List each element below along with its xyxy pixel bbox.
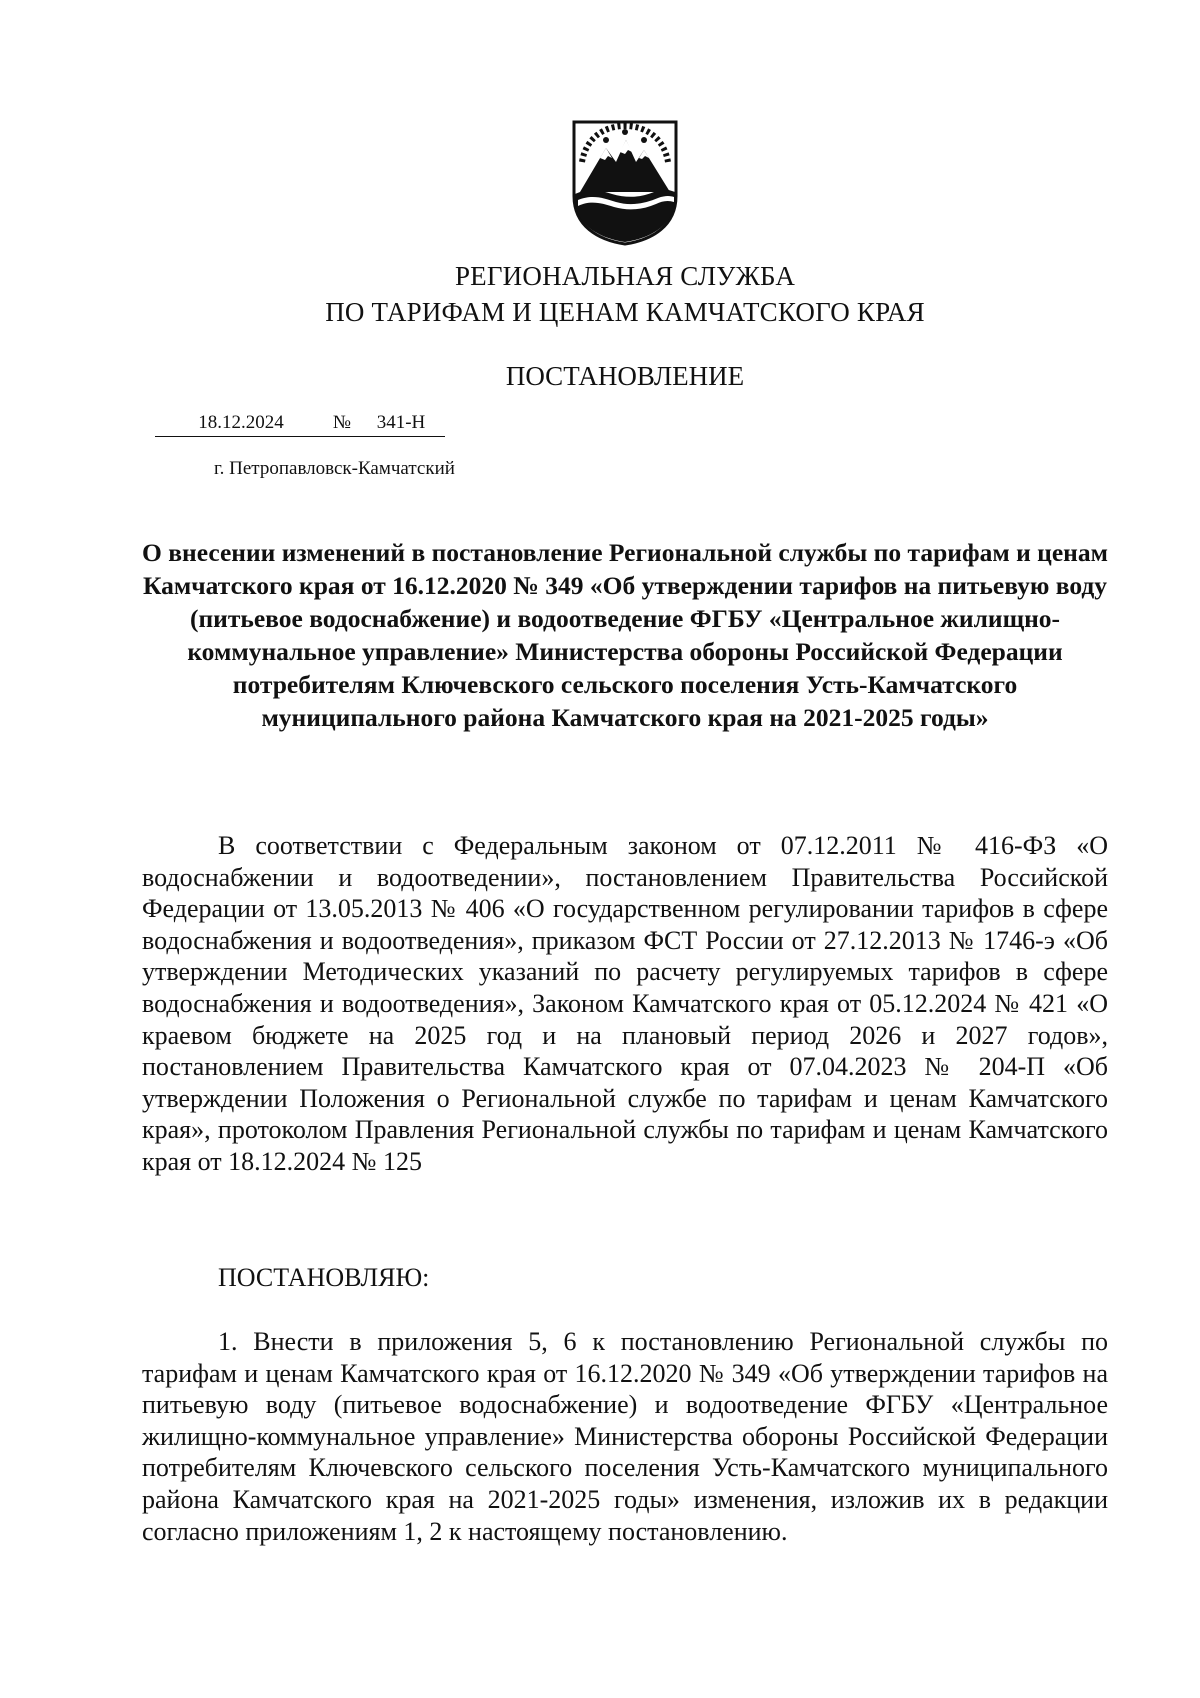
item-1-paragraph: 1. Внести в приложения 5, 6 к постановлению Региональной службы по тарифам и ценам Камчатского края от 16.12.2020 № 349 «Об утверждении тарифов на питьевую воду (питьевое водоснабжение) и водоотведение ФГБУ «Центральное жилищно-коммунальное управление» Министерства обороны Российской Федерации потребителям Ключевского сельского поселения Усть-Камчатского муниципального района Камчатского края на 2021-2025 годы» изменения, изложив их в редакции согласно приложениям 1, 2 к настоящему постановлению. xyxy=(142,1327,1108,1546)
date-number-line xyxy=(155,410,445,437)
organization-line-2: ПО ТАРИФАМ И ЦЕНАМ КАМЧАТСКОГО КРАЯ xyxy=(325,297,925,327)
organization-name xyxy=(0,258,1200,330)
document-type: ПОСТАНОВЛЕНИЕ xyxy=(505,361,745,391)
document-date: 18.12.2024 xyxy=(155,410,327,437)
document-number: 341-Н xyxy=(357,410,445,437)
document-title: О внесении изменений в постановление Региональной службы по тарифам и ценам Камчатского края от 16.12.2020 № 349 «Об утверждении тарифов на питьевую воду (питьевое водоснабжение) и водоотведение ФГБУ «Центральное жилищно-коммунальное управление» Министерства обороны Российской Федерации потребителям Ключевского сельского поселения Усть-Камчатского муниципального района Камчатского края на 2021-2025 годы» xyxy=(142,538,1108,732)
kamchatka-coat-of-arms-icon xyxy=(570,118,680,246)
city: г. Петропавловск-Камчатский xyxy=(214,458,455,479)
resolve-heading: ПОСТАНОВЛЯЮ: xyxy=(218,1263,430,1292)
number-sign: № xyxy=(327,410,357,437)
preamble-paragraph: В соответствии с Федеральным законом от 07.12.2011 № 416-ФЗ «О водоснабжении и водоотведении», постановлением Правительства Российской Федерации от 13.05.2013 № 406 «О государственном регулировании тарифов в сфере водоснабжения и водоотведения», приказом ФСТ России от 27.12.2013 № 1746-э «Об утверждении Методических указаний по расчету регулируемых тарифов в сфере водоснабжения и водоотведения», Законом Камчатского края от 05.12.2024 № 421 «О краевом бюджете на 2025 год и на плановый период 2026 и 2027 годов», постановлением Правительства Камчатского края от 07.04.2023 № 204-П «Об утверждении Положения о Региональной службе по тарифам и ценам Камчатского края», протоколом Правления Региональной службы по тарифам и ценам Камчатского края от 18.12.2024 № 125 xyxy=(142,831,1108,1176)
organization-line-1: РЕГИОНАЛЬНАЯ СЛУЖБА xyxy=(454,261,796,291)
